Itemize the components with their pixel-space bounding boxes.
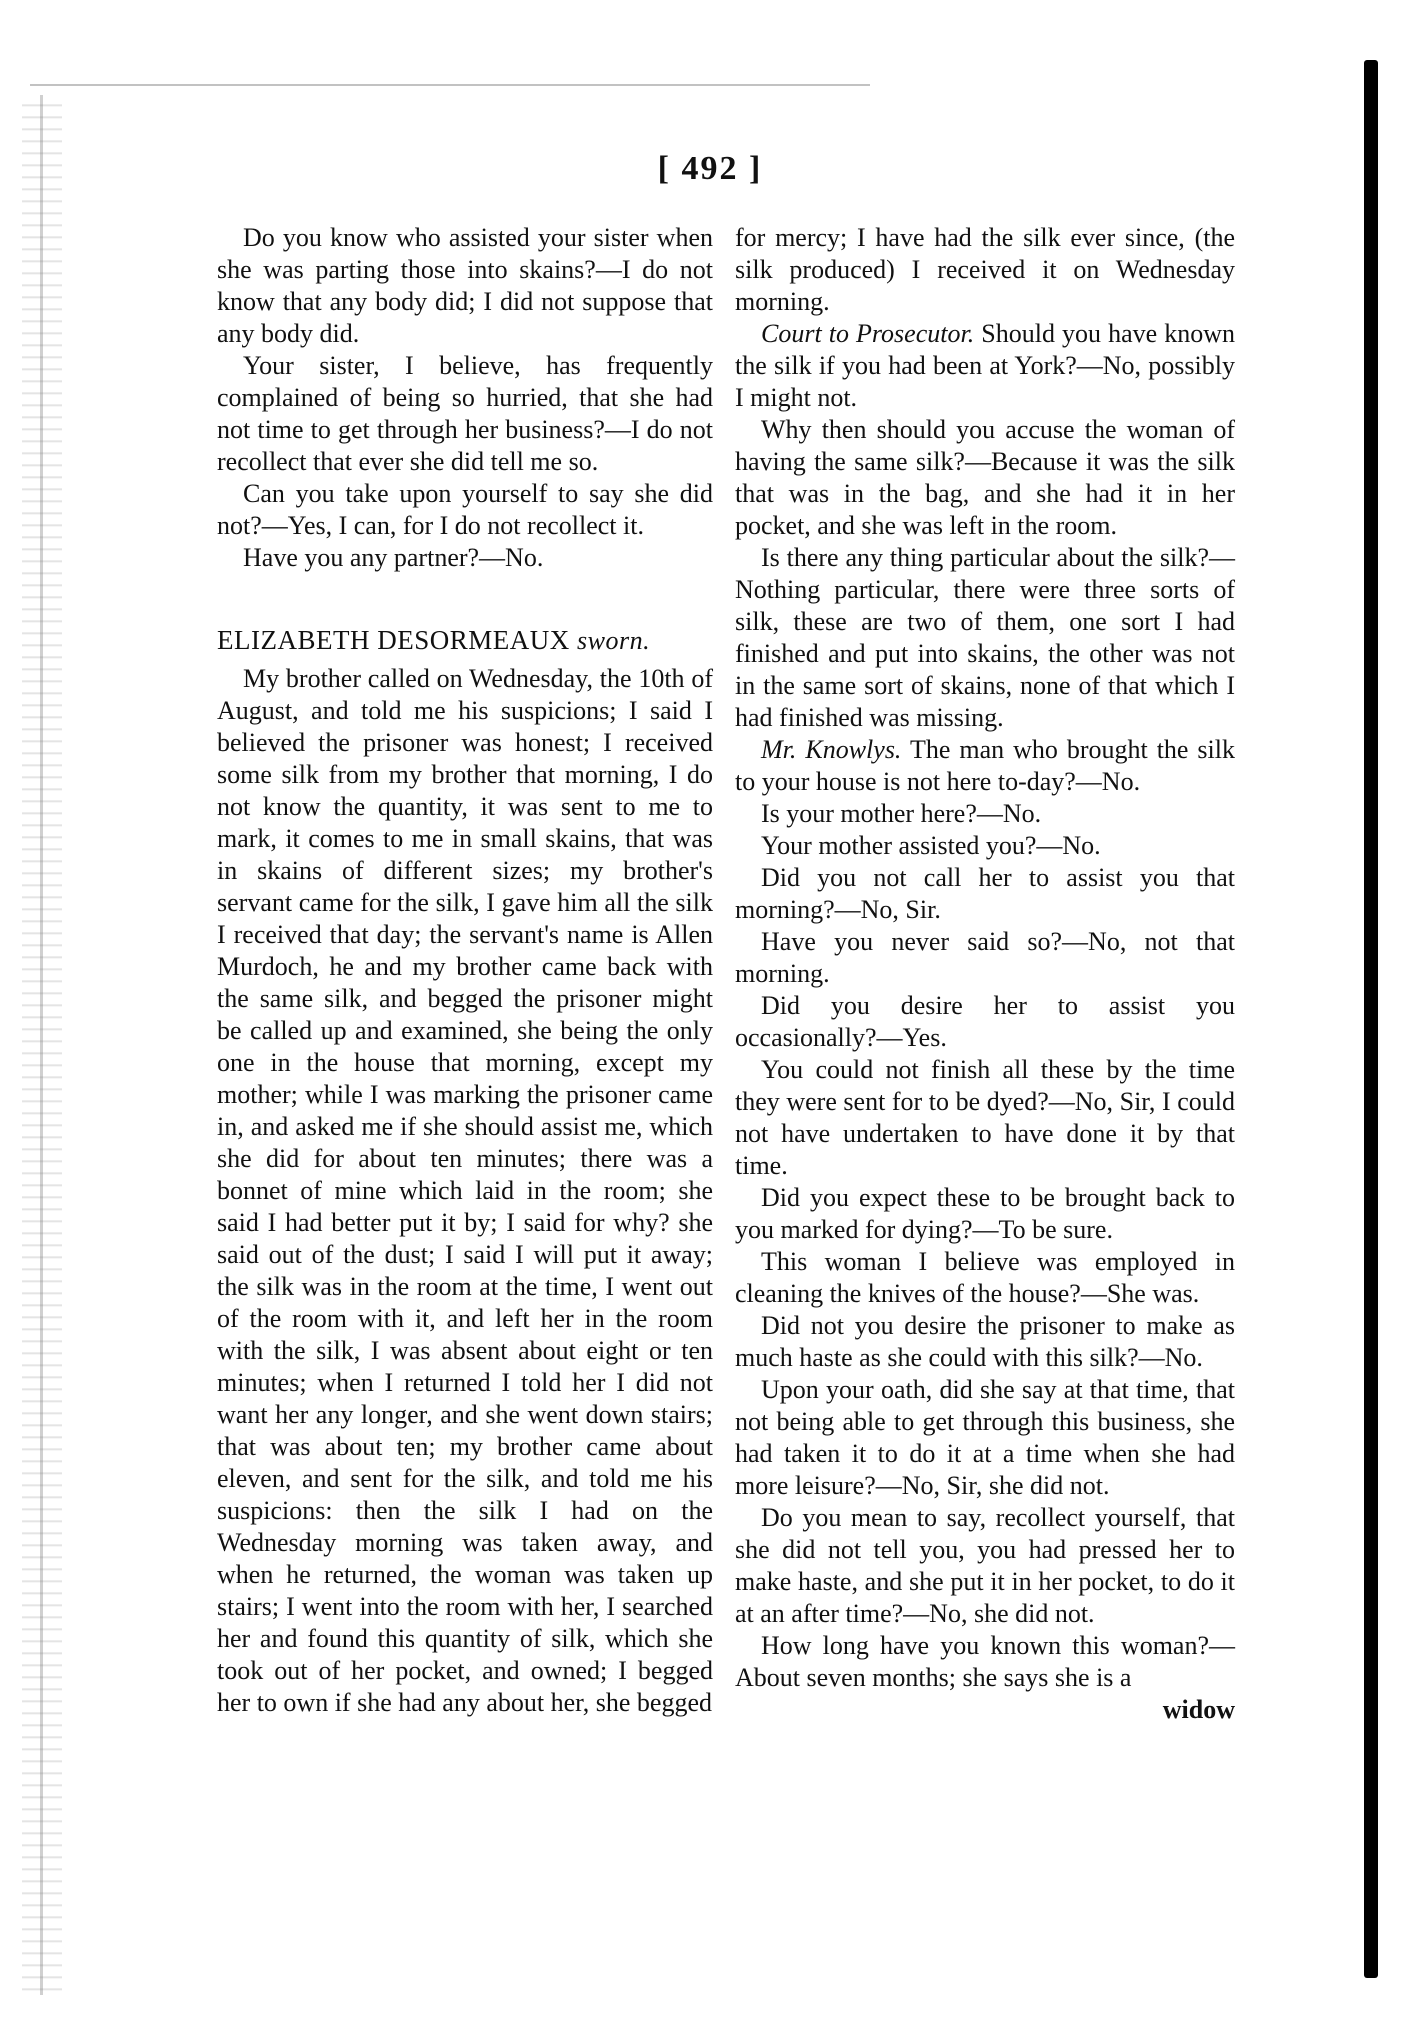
paragraph: Have you never said so?—No, not that morning. (735, 927, 1235, 988)
witness-sworn: sworn. (576, 626, 651, 655)
counsel-label: Mr. Knowlys. (761, 735, 902, 764)
paragraph: Did not you desire the prisoner to make as much haste as she could with this silk?—No. (735, 1311, 1235, 1372)
paragraph: Did you expect these to be brought back to you marked for dying?—To be sure. (735, 1183, 1235, 1244)
paragraph: Upon your oath, did she say at that time, that not being able to get through this business, she had taken it to do it at a time when she had more leisure?—No, Sir, she did not. (735, 1375, 1235, 1500)
court-label: Court to Prosecutor. (761, 319, 975, 348)
page-number: [ 492 ] (657, 150, 763, 187)
testimony-paragraph: My brother called on Wednesday, the 10th of August, and told me his suspicions; I said I believed the prisoner was honest; I received some silk from my brother that morning, I do not know the quantity, it was sent to me to mark, it comes to me in small skains, that was in skains of different sizes; my brother's servant came for the silk, I gave him all the silk I received that day; the servant's name is Allen Murdoch, he and my brother came back with the same silk, and begged the prisoner might be called up and examined, she being the only one in the house that morning, except my mother; while I was marking the prisoner came in, and asked me if she should assist me, which she did for about ten minutes; there was a bonnet of mine which laid in the room; she said I had better put it by; I said for why? she said out of the dust; I said I will put it away; the silk was in the room at the time, I went out of the room with it, and left her in the room with the silk, I was absent about eight or ten minutes; when I returned I told her I did not want her any longer, and she went down stairs; that was about ten; my brother came about eleven, and sent for the silk, and told me his suspicions: then the silk I had on the Wednesday morning was taken away, and when he returned, the woman was taken up stairs; I went into the room with her, I searched her and found this quantity of silk, which she took out of her pocket, and owned; I begged her to own if she had any about her, she begged (217, 664, 713, 1717)
paragraph: Do you know who assisted your sister when she was parting those into skains?—I do not know that any body did; I did not suppose that any body did. (217, 223, 713, 348)
right-column (735, 222, 1235, 1726)
section-gap (217, 574, 713, 624)
court-question (735, 318, 1235, 414)
paragraph: Is your mother here?—No. (761, 799, 1042, 828)
catchword: widow (1162, 1695, 1235, 1724)
paragraph: How long have you known this woman?—About seven months; she says she is a (735, 1631, 1235, 1692)
paragraph: Is there any thing particular about the silk?—Nothing particular, there were three sorts of silk, these are two of them, one sort I had finished and put into skains, the other was not in the same sort of skains, none of that which I had finished was missing. (735, 543, 1235, 732)
paragraph: Did you desire her to assist you occasionally?—Yes. (735, 991, 1235, 1052)
counsel-question (735, 734, 1235, 798)
scan-right-border (1364, 60, 1378, 1978)
witness-heading (217, 624, 713, 657)
paragraph: for mercy; I have had the silk ever since, (the silk produced) I received it on Wednesday morning. (735, 223, 1235, 316)
counsel-text: The man who brought the silk to your house is not here to-day?—No. (735, 735, 1235, 796)
paragraph: Do you mean to say, recollect yourself, that she did not tell you, you had pressed her to make haste, and she put it in her pocket, to do it at an after time?—No, she did not. (735, 1503, 1235, 1628)
court-text: Should you have known the silk if you had been at York?—No, possibly I might not. (735, 319, 1235, 412)
left-column (217, 222, 713, 1719)
paragraph: Your sister, I believe, has frequently complained of being so hurried, that she had not time to get through her business?—I do not recollect that ever she did tell me so. (217, 351, 713, 476)
paragraph: Your mother assisted you?—No. (761, 831, 1101, 860)
scan-top-rule (30, 84, 870, 86)
paragraph: You could not finish all these by the time they were sent for to be dyed?—No, Sir, I could not have undertaken to have done it by that time. (735, 1055, 1235, 1180)
paragraph: This woman I believe was employed in cleaning the knives of the house?—She was. (735, 1247, 1235, 1308)
paragraph: Why then should you accuse the woman of having the same silk?—Because it was the silk that was in the bag, and she had it in her pocket, and she was left in the room. (735, 415, 1235, 540)
paragraph: Did you not call her to assist you that morning?—No, Sir. (735, 863, 1235, 924)
paragraph: Can you take upon yourself to say she did not?—Yes, I can, for I do not recollect it. (217, 479, 713, 540)
paragraph: Have you any partner?—No. (243, 543, 544, 572)
witness-name: ELIZABETH DESORMEAUX (217, 625, 570, 655)
scan-binding-shadow (40, 95, 43, 1995)
